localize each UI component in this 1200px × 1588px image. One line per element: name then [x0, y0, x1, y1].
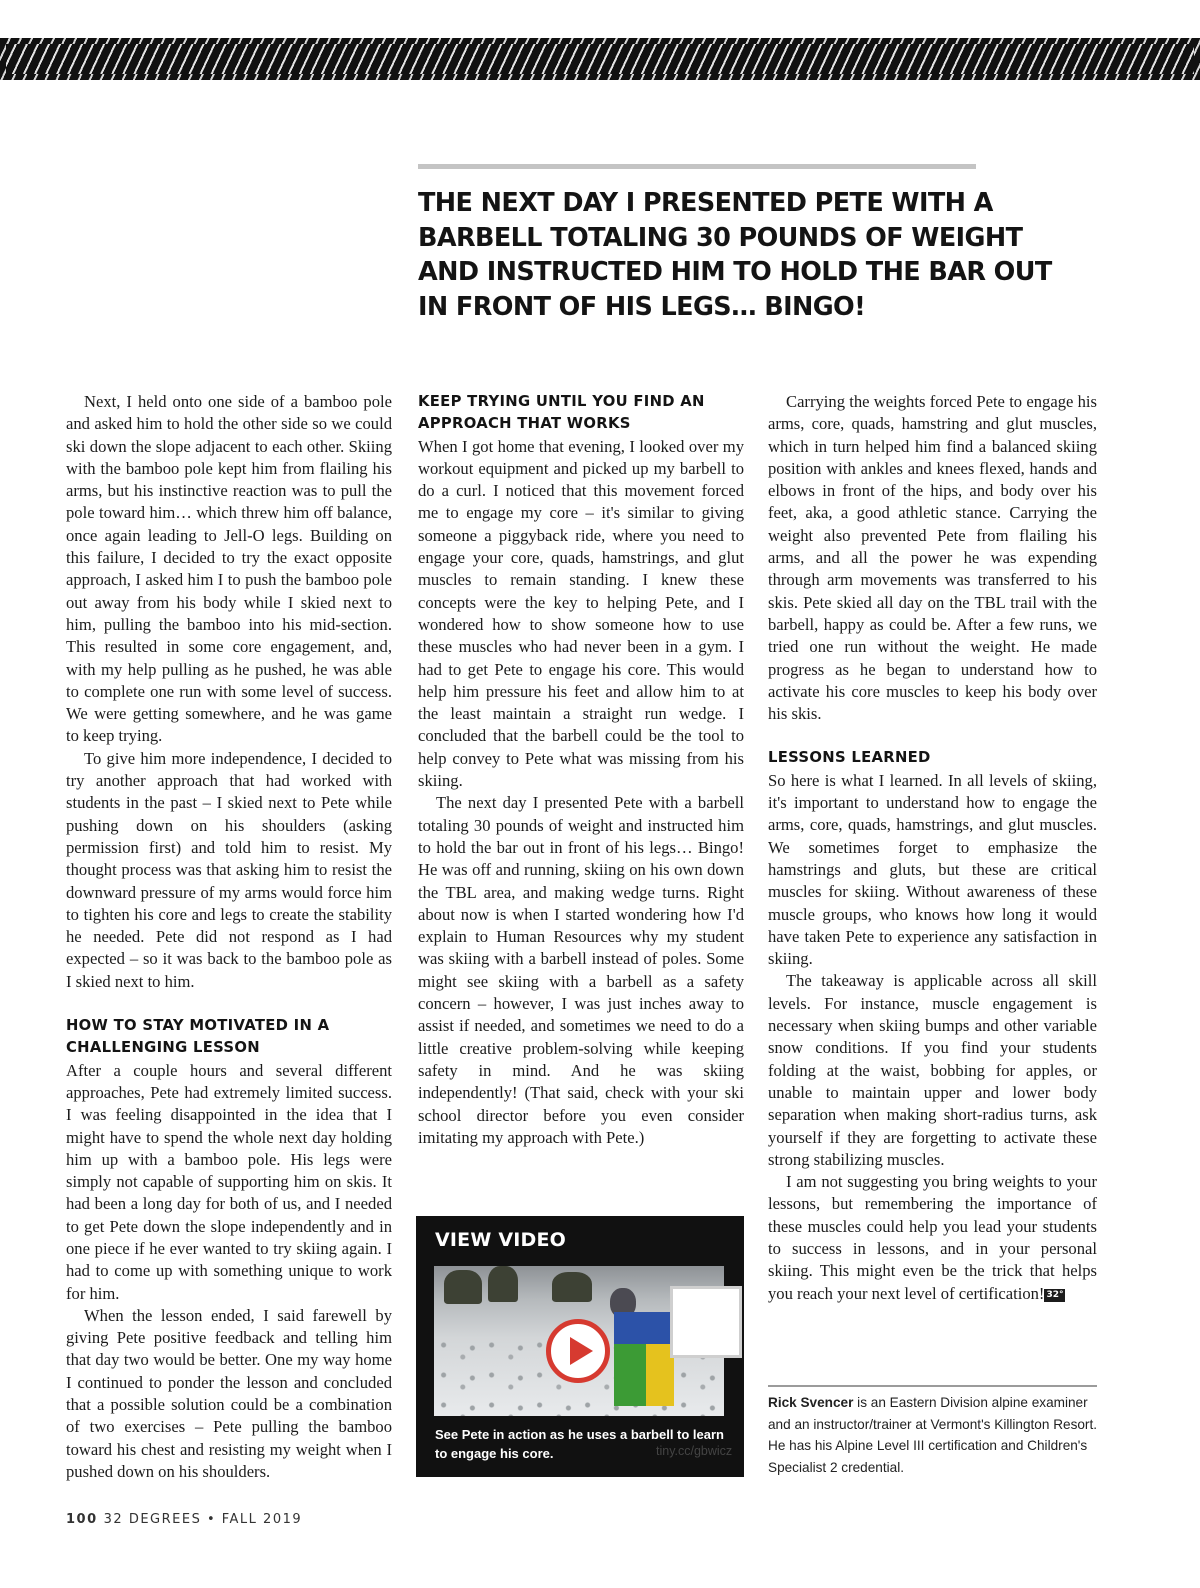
- author-name: Rick Svencer: [768, 1395, 854, 1410]
- paragraph: So here is what I learned. In all levels of skiing, it's important to understand how to engage the arms, core, quads, hamstrings, and glut muscles. We sometimes forget to emphasize the hamstrings and gluts, but these are critical muscles for skiing. Without awareness of these muscle groups, who knows how long it would have taken Pete to experience any satisfaction in skiing.: [768, 770, 1097, 969]
- skier-jacket: [614, 1312, 674, 1406]
- end-mark-icon: 32°: [1046, 1289, 1064, 1300]
- paragraph: To give him more independence, I decided to try another approach that had worked with students in the past – I skied next to Pete while pushing down on his shoulders (asking permission first) and told him to resist. My thought process was that asking him to resist the downward pressure of my arms would force him to tighten his core and legs to create the stability he needed. Pete did not respond as I had expected – so it was back to the bamboo pole as I skied next to him.: [66, 748, 392, 991]
- paragraph-final: [768, 1171, 1097, 1305]
- bio-rule: [768, 1385, 1097, 1387]
- pull-quote: THE NEXT DAY I PRESENTED PETE WITH A BARBELL TOTALING 30 POUNDS OF WEIGHT AND INSTRUCTED HIM TO HOLD THE BAR OUT IN FRONT OF HIS LEGS… BINGO!: [418, 188, 1052, 322]
- paragraph: The next day I presented Pete with a barbell totaling 30 pounds of weight and instructed him to hold the bar out in front of his legs… Bingo! He was off and running, skiing on his own down the TBL area, and making wedge turns. Right about now is when I started wondering how I'd explain to Human Resources why my student was skiing with a barbell instead of poles. Some might see skiing with a barbell as a safety concern – however, I was just inches away to assist if needed, and sometimes we need to do a little creative problem-solving while keeping safety in mind. And he was skiing independently! (That said, check with your ski school director before you even consider imitating my approach with Pete.): [418, 793, 744, 1147]
- paragraph-text: I am not suggesting you bring weights to your lessons, but remembering the importance of these muscles could help you lead your students to success in lessons, and in your personal skiing. This might even be the trick that helps you reach your next level of certification!: [768, 1172, 1097, 1303]
- author-bio: [768, 1392, 1098, 1478]
- column-right: [768, 391, 1097, 1305]
- paragraph: Carrying the weights forced Pete to engage his arms, core, quads, hamstring and glut muscles, which in turn helped him find a balanced skiing position with ankles and knees flexed, hands and elbows in front of the hips, and body over his feet, aka, a good athletic stance. Carrying the weight also prevented Pete from flailing his arms, and all the power he was expending through arm movements was transferred to his skis. Pete skied all day on the TBL trail with the barbell, happy as could be. After a few runs, we tried one run without the weight. He made progress as he began to understand how to activate his core muscles to keep his body over his skis.: [768, 392, 1097, 724]
- video-url[interactable]: tiny.cc/gbwicz: [656, 1444, 733, 1458]
- header-stripe-band: [0, 38, 1200, 80]
- video-title: VIEW VIDEO: [435, 1229, 567, 1251]
- paragraph: When I got home that evening, I looked over my workout equipment and picked up my barbell to do a curl. I noticed that this movement forced me to engage my core – it's similar to giving someone a piggyback ride, where you need to engage your core, quads, hamstrings, and glut muscles to remain standing. I knew these concepts were the key to helping Pete, and I wondered how to show someone how to use these muscles who had never been in a gym. I had to get Pete to engage his core. This would help him pressure his feet and allow him to at the least maintain a straight run wedge. I concluded that the barbell could be the tool to help convey to Pete what was missing from his skiing.: [418, 436, 744, 791]
- video-panel[interactable]: [416, 1216, 744, 1477]
- video-caption: See Pete in action as he uses a barbell to learn to engage his core.: [435, 1427, 725, 1461]
- paragraph: When the lesson ended, I said farewell by giving Pete positive feedback and telling him that day two would be better. One my way home I continued to ponder the lesson and concluded that a possible solution could be a combination of two exercises – Pete pulling the bamboo toward his chest and resisting my weight when I pushed down on his shoulders.: [66, 1305, 392, 1481]
- paragraph: Next, I held onto one side of a bamboo pole and asked him to hold the other side so we could ski down the slope adjacent to each other. Skiing with the bamboo pole kept him from flailing his arms, but his instinctive reaction was to pull the pole toward him… which threw him off balance, once again leading to Jell-O legs. Building on this failure, I decided to try the exact opposite approach, I asked him I to push the bamboo pole out away from his body while I skied next to him, pulling the bamboo into his mid-section. This resulted in some core engagement, and, with my help pulling as he pushed, he was able to complete one run with some level of success. We were getting somewhere, and he was game to keep trying.: [66, 392, 392, 746]
- page-number: 100: [66, 1512, 98, 1527]
- qr-code-placeholder: [670, 1286, 742, 1358]
- paragraph: The takeaway is applicable across all skill levels. For instance, muscle engagement is necessary when skiing bumps and other variable snow conditions. If you find your students folding at the waist, bobbing for apples, or unable to maintain upper and lower body separation when making short-radius turns, ask yourself if they are forgetting to activate these strong stabilizing muscles.: [768, 971, 1097, 1169]
- paragraph: After a couple hours and several different approaches, Pete had extremely limited success. I was feeling disappointed in the idea that I might have to spend the whole next day holding him up with a bamboo pole. His legs were simply not capable of supporting him on skis. It had been a long day for both of us, and I needed to get Pete down the slope independently and in one piece if he ever wanted to try skiing again. I had to come up with something unique to work for him.: [66, 1060, 392, 1303]
- section-heading-keep-trying: KEEP TRYING UNTIL YOU FIND AN APPROACH THAT WORKS: [418, 393, 705, 433]
- pull-quote-rule: [418, 164, 976, 169]
- section-heading-motivation: HOW TO STAY MOTIVATED IN A CHALLENGING LESSON: [66, 1017, 330, 1057]
- column-middle: [418, 391, 744, 1149]
- column-left: [66, 391, 392, 1483]
- section-heading-lessons-learned: LESSONS LEARNED: [768, 749, 931, 767]
- play-icon[interactable]: [546, 1319, 610, 1383]
- page-footer: [66, 1512, 302, 1527]
- author-bio-text: is an Eastern Division alpine examiner and an instructor/trainer at Vermont's Killington Resort. He has his Alpine Level III certification and Children's Specialist 2 credential.: [768, 1395, 1098, 1475]
- publication-name: 32 DEGREES • FALL 2019: [103, 1512, 303, 1527]
